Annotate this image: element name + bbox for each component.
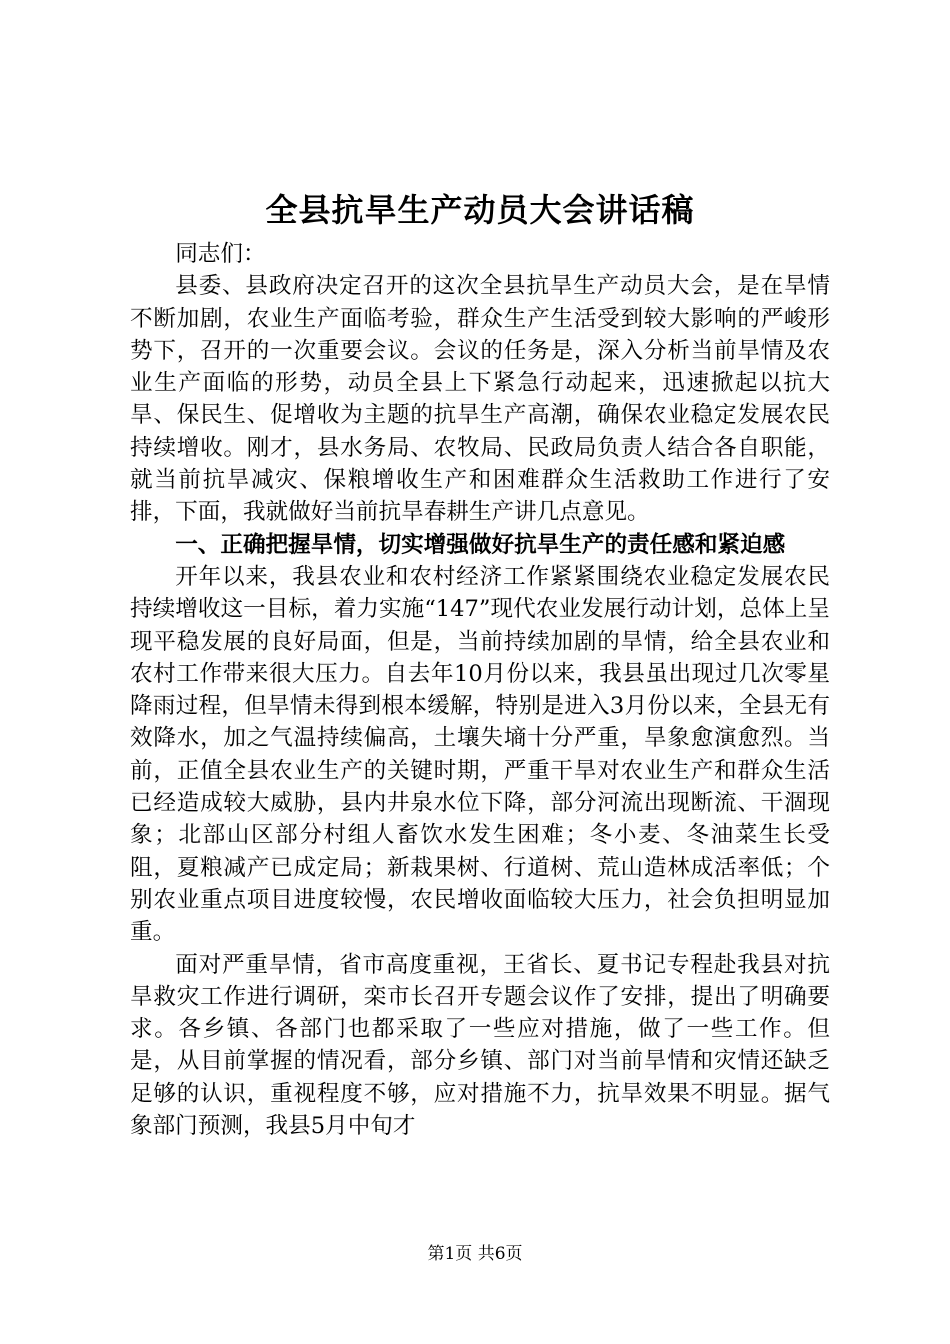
section-heading-1: 一、正确把握旱情，切实增强做好抗旱生产的责任感和紧迫感 [175,531,786,558]
page-footer: 第1页 共6页 [427,1244,523,1264]
paragraph-response: 面对严重旱情，省市高度重视，王省长、夏书记专程赴我县对抗旱救灾工作进行调研，栾市长召开专题会议作了安排，提出了明确要求。各乡镇、各部门也都采取了一些应对措施，做了一些工作。但是，从目前掌握的情况看，部分乡镇、部门对当前旱情和灾情还缺乏足够的认识，重视程度不够，应对措施不力，抗旱效果不明显。据气象部门预测，我县5月中旬才 [130,951,830,1140]
paragraph-intro: 县委、县政府决定召开的这次全县抗旱生产动员大会，是在旱情不断加剧，农业生产面临考验，群众生产生活受到较大影响的严峻形势下，召开的一次重要会议。会议的任务是，深入分析当前旱情及农业生产面临的形势，动员全县上下紧急行动起来，迅速掀起以抗大旱、保民生、促增收为主题的抗旱生产高潮，确保农业稳定发展农民持续增收。刚才，县水务局、农牧局、民政局负责人结合各自职能，就当前抗旱减灾、保粮增收生产和困难群众生活救助工作进行了安排，下面，我就做好当前抗旱春耕生产讲几点意见。 [130,273,830,526]
document-title: 全县抗旱生产动员大会讲话稿 [265,191,695,229]
salutation: 同志们： [175,241,266,267]
document-body [130,188,830,1142]
paragraph-drought-situation: 开年以来，我县农业和农村经济工作紧紧围绕农业稳定发展农民持续增收这一目标，着力实施“147”现代农业发展行动计划，总体上呈现平稳发展的良好局面，但是，当前持续加剧的旱情，给全县农业和农村工作带来很大压力。自去年10月份以来，我县虽出现过几次零星降雨过程，但旱情未得到根本缓解，特别是进入3月份以来，全县无有效降水，加之气温持续偏高，土壤失墒十分严重，旱象愈演愈烈。当前，正值全县农业生产的关键时期，严重干旱对农业生产和群众生活已经造成较大威胁，县内井泉水位下降，部分河流出现断流、干涸现象；北部山区部分村组人畜饮水发生困难；冬小麦、冬油菜生长受阻，夏粮减产已成定局；新栽果树、行道树、荒山造林成活率低；个别农业重点项目进度较慢，农民增收面临较大压力，社会负担明显加重。 [130,563,830,946]
